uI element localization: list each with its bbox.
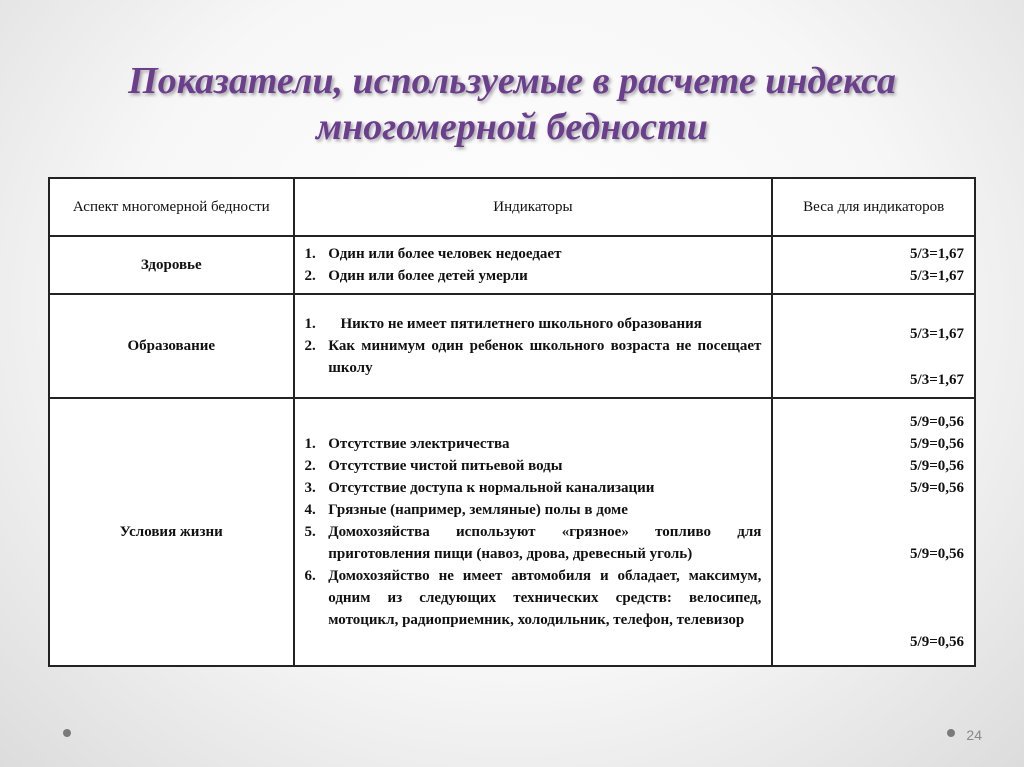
indicator-item: 1. Никто не имеет пятилетнего школьного образования <box>304 316 702 332</box>
indicator-item: 3. Отсутствие доступа к нормальной канализации <box>304 480 655 496</box>
weight-value: 5/3=1,67 <box>910 246 964 262</box>
weight-value: 5/9=0,56 <box>910 480 964 496</box>
weight-value: 5/3=1,67 <box>910 372 964 388</box>
table-row-education <box>49 294 975 398</box>
aspect-cell: Образование <box>49 294 294 398</box>
aspect-cell: Здоровье <box>49 236 294 294</box>
header-weights: Веса для индикаторов <box>772 178 975 236</box>
slide-title-line2: многомерной бедности <box>316 106 708 148</box>
indicator-item: 5. Домохозяйства используют «грязное» топливо для приготовления пищи (навоз, дрова, древесный уголь) <box>304 524 762 562</box>
indicators-cell <box>294 236 773 294</box>
weight-value: 5/9=0,56 <box>910 436 964 452</box>
indicators-cell <box>294 294 773 398</box>
bullet-dot-right <box>947 729 955 737</box>
weight-value: 5/9=0,56 <box>910 414 964 430</box>
slide-title <box>60 58 964 150</box>
header-indicators: Индикаторы <box>294 178 773 236</box>
weight-value: 5/9=0,56 <box>910 634 964 650</box>
indicator-item: 1. Один или более человек недоедает <box>304 246 562 262</box>
indicator-item: 2. Один или более детей умерли <box>304 268 528 284</box>
weight-value: 5/3=1,67 <box>910 268 964 284</box>
page-number: 24 <box>966 727 982 743</box>
poverty-indicators-table <box>48 177 976 667</box>
table-row-living-conditions <box>49 398 975 666</box>
aspect-cell: Условия жизни <box>49 398 294 666</box>
indicator-item: 2. Как минимум один ребенок школьного возраста не посещает школу <box>304 338 762 376</box>
table-header-row <box>49 178 975 236</box>
weights-cell <box>772 236 975 294</box>
bullet-dot-left <box>63 729 71 737</box>
indicator-item: 2. Отсутствие чистой питьевой воды <box>304 458 563 474</box>
weight-value: 5/3=1,67 <box>910 326 964 342</box>
indicator-item: 1. Отсутствие электричества <box>304 436 510 452</box>
weight-value: 5/9=0,56 <box>910 458 964 474</box>
indicators-cell <box>294 398 773 666</box>
weights-cell <box>772 398 975 666</box>
weights-cell <box>772 294 975 398</box>
weight-value: 5/9=0,56 <box>910 546 964 562</box>
slide-title-line1: Показатели, используемые в расчете индекса <box>128 60 896 102</box>
indicator-item: 6. Домохозяйство не имеет автомобиля и обладает, максимум, одним из следующих технических средств: велосипед, мотоцикл, радиоприемник, холодильник, телефон, телевизор <box>304 568 762 628</box>
header-aspect: Аспект многомерной бедности <box>49 178 294 236</box>
table-row-health <box>49 236 975 294</box>
indicator-item: 4. Грязные (например, земляные) полы в доме <box>304 502 628 518</box>
